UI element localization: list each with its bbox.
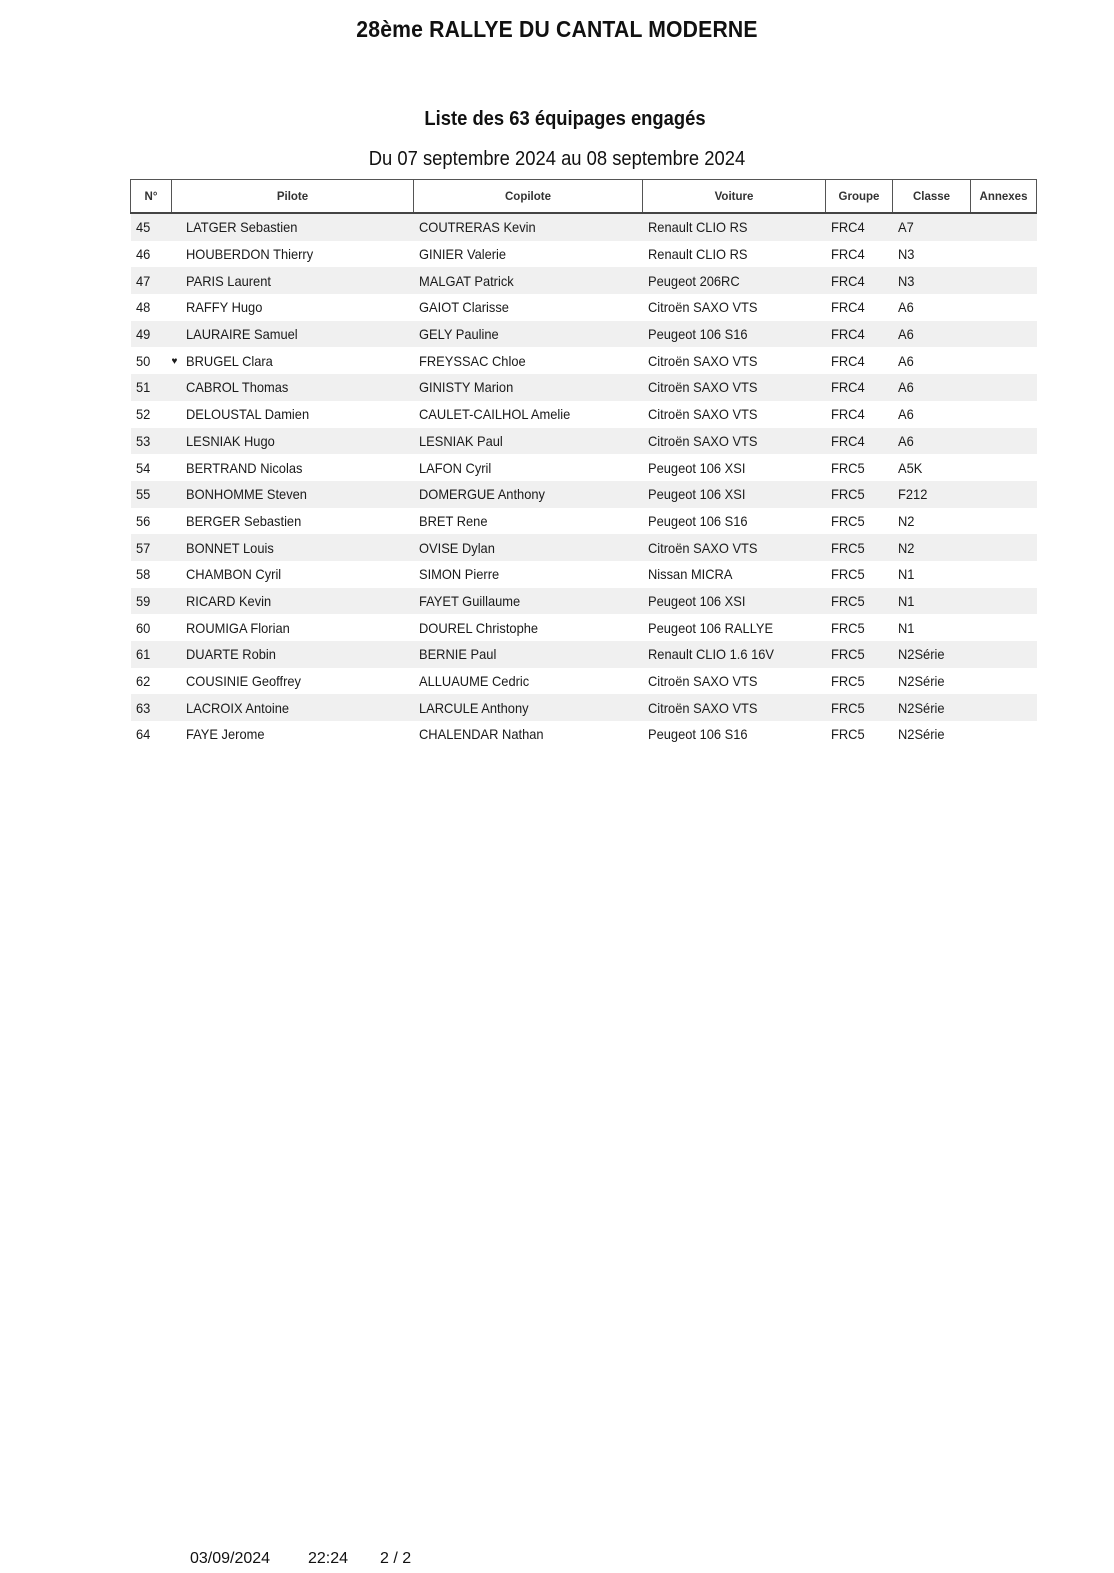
cell-pilote (172, 614, 414, 641)
cell-annexes (971, 267, 1037, 294)
cell-groupe-text: FRC4 (830, 352, 865, 369)
cell-voiture-text: Citroën SAXO VTS (647, 352, 758, 369)
cell-voiture (643, 508, 826, 535)
cell-annexes (971, 241, 1037, 268)
column-header-annexes: Annexes (971, 180, 1037, 214)
cell-classe (893, 428, 971, 455)
cell-copilote (414, 508, 643, 535)
cell-groupe (826, 561, 893, 588)
table-row (131, 267, 1037, 294)
cell-classe-text: A6 (897, 326, 914, 343)
cell-copilote (414, 267, 643, 294)
cell-groupe (826, 721, 893, 748)
cell-pilote-text: LESNIAK Hugo (185, 432, 275, 449)
table-row (131, 694, 1037, 721)
cell-pilote (172, 454, 414, 481)
cell-annexes (971, 401, 1037, 428)
cell-number (131, 614, 172, 641)
cell-classe (893, 454, 971, 481)
cell-classe-text: A6 (897, 379, 914, 396)
cell-voiture (643, 294, 826, 321)
cell-classe-text: A6 (897, 352, 914, 369)
cell-voiture-text: Renault CLIO RS (647, 246, 748, 263)
cell-voiture (643, 454, 826, 481)
cell-annexes (971, 588, 1037, 615)
cell-pilote-text: DELOUSTAL Damien (185, 406, 309, 423)
cell-groupe-text: FRC5 (830, 566, 865, 583)
cell-copilote-text: CHALENDAR Nathan (418, 726, 544, 743)
cell-copilote (414, 561, 643, 588)
cell-copilote-text: GAIOT Clarisse (418, 299, 509, 316)
cell-classe (893, 614, 971, 641)
table-row (131, 588, 1037, 615)
cell-copilote (414, 721, 643, 748)
table-header-row (131, 180, 1037, 214)
cell-voiture-text: Citroën SAXO VTS (647, 406, 758, 423)
column-header-classe: Classe (893, 180, 971, 214)
cell-annexes (971, 721, 1037, 748)
cell-annexes (971, 668, 1037, 695)
cell-groupe (826, 401, 893, 428)
cell-pilote (172, 508, 414, 535)
cell-copilote-text: DOUREL Christophe (418, 619, 538, 636)
cell-classe (893, 213, 971, 241)
cell-number (131, 668, 172, 695)
cell-groupe (826, 267, 893, 294)
document-title: 28ème RALLYE DU CANTAL MODERNE (356, 16, 758, 42)
cell-voiture (643, 668, 826, 695)
cell-groupe-text: FRC5 (830, 673, 865, 690)
cell-classe (893, 481, 971, 508)
table-row (131, 454, 1037, 481)
cell-pilote-text: ROUMIGA Florian (185, 619, 290, 636)
cell-copilote (414, 294, 643, 321)
table-row (131, 534, 1037, 561)
cell-annexes (971, 561, 1037, 588)
cell-voiture (643, 401, 826, 428)
cell-voiture-text: Peugeot 106 S16 (647, 326, 748, 343)
cell-copilote-text: FAYET Guillaume (418, 592, 520, 609)
cell-copilote (414, 641, 643, 668)
table-row (131, 481, 1037, 508)
cell-voiture (643, 374, 826, 401)
cell-groupe-text: FRC4 (830, 299, 865, 316)
cell-voiture (643, 321, 826, 348)
cell-pilote-text: BERTRAND Nicolas (185, 459, 302, 476)
cell-copilote-text: MALGAT Patrick (418, 272, 514, 289)
cell-voiture (643, 481, 826, 508)
table-row (131, 347, 1037, 374)
cell-annexes (971, 641, 1037, 668)
cell-groupe (826, 588, 893, 615)
cell-voiture-text: Peugeot 106 XSI (647, 459, 745, 476)
table-row (131, 374, 1037, 401)
cell-voiture-text: Citroën SAXO VTS (647, 539, 758, 556)
cell-groupe (826, 508, 893, 535)
cell-voiture-text: Nissan MICRA (647, 566, 732, 583)
cell-voiture (643, 614, 826, 641)
cell-annexes (971, 534, 1037, 561)
cell-classe-text: N1 (897, 619, 914, 636)
cell-number (131, 508, 172, 535)
table-row (131, 213, 1037, 241)
cell-pilote (172, 321, 414, 348)
cell-copilote-text: LESNIAK Paul (418, 432, 503, 449)
cell-groupe (826, 374, 893, 401)
table-row (131, 668, 1037, 695)
cell-classe (893, 668, 971, 695)
cell-number-text: 54 (135, 459, 150, 476)
cell-number-text: 53 (135, 432, 150, 449)
cell-copilote (414, 374, 643, 401)
cell-groupe-text: FRC5 (830, 512, 865, 529)
cell-pilote-text: PARIS Laurent (185, 272, 271, 289)
cell-classe-text: A7 (897, 219, 914, 236)
cell-pilote (172, 561, 414, 588)
cell-voiture (643, 213, 826, 241)
cell-voiture (643, 721, 826, 748)
cell-classe-text: N2 (897, 539, 914, 556)
cell-number (131, 481, 172, 508)
cell-copilote-text: GINIER Valerie (418, 246, 506, 263)
cell-classe-text: A6 (897, 432, 914, 449)
cell-pilote (172, 481, 414, 508)
cell-classe (893, 508, 971, 535)
cell-copilote (414, 347, 643, 374)
cell-pilote (172, 267, 414, 294)
cell-annexes (971, 347, 1037, 374)
cell-pilote-text: CHAMBON Cyril (185, 566, 281, 583)
cell-number-text: 52 (135, 406, 150, 423)
table-row (131, 508, 1037, 535)
cell-number-text: 50 (135, 352, 150, 369)
cell-groupe-text: FRC4 (830, 326, 865, 343)
cell-copilote (414, 614, 643, 641)
cell-classe-text: N2 (897, 512, 914, 529)
cell-number-text: 46 (135, 246, 150, 263)
cell-classe-text: N2Série (897, 726, 945, 743)
cell-copilote (414, 454, 643, 481)
cell-groupe (826, 694, 893, 721)
table-row (131, 241, 1037, 268)
cell-pilote (172, 428, 414, 455)
cell-voiture-text: Peugeot 106 S16 (647, 726, 748, 743)
cell-pilote-text: FAYE Jerome (185, 726, 265, 743)
cell-pilote (172, 534, 414, 561)
cell-annexes (971, 481, 1037, 508)
cell-voiture-text: Peugeot 106 S16 (647, 512, 748, 529)
cell-voiture-text: Citroën SAXO VTS (647, 699, 758, 716)
print-date: 03/09/2024 (190, 1550, 271, 1567)
cell-pilote (172, 694, 414, 721)
column-header-groupe: Groupe (826, 180, 893, 214)
cell-copilote-text: ALLUAUME Cedric (418, 673, 529, 690)
cell-pilote (172, 347, 414, 374)
cell-pilote-text: LATGER Sebastien (185, 219, 297, 236)
cell-groupe-text: FRC5 (830, 539, 865, 556)
cell-number-text: 58 (135, 566, 150, 583)
cell-annexes (971, 374, 1037, 401)
cell-number-text: 64 (135, 726, 150, 743)
cell-pilote-text: LACROIX Antoine (185, 699, 289, 716)
cell-groupe (826, 321, 893, 348)
cell-pilote-text: CABROL Thomas (185, 379, 288, 396)
cell-number (131, 721, 172, 748)
table-body (131, 213, 1037, 748)
cell-groupe (826, 241, 893, 268)
cell-number (131, 534, 172, 561)
cell-pilote-text: BONHOMME Steven (185, 486, 307, 503)
cell-annexes (971, 321, 1037, 348)
cell-number (131, 374, 172, 401)
cell-classe (893, 374, 971, 401)
cell-pilote (172, 721, 414, 748)
cell-pilote-text: RAFFY Hugo (185, 299, 262, 316)
cell-voiture (643, 588, 826, 615)
cell-voiture-text: Peugeot 106 XSI (647, 592, 745, 609)
heart-icon: ♥ (171, 355, 178, 367)
cell-copilote (414, 428, 643, 455)
cell-number (131, 401, 172, 428)
cell-voiture (643, 241, 826, 268)
cell-classe (893, 641, 971, 668)
cell-voiture-text: Citroën SAXO VTS (647, 432, 758, 449)
cell-pilote-text: COUSINIE Geoffrey (185, 673, 301, 690)
cell-groupe (826, 668, 893, 695)
cell-groupe (826, 641, 893, 668)
cell-groupe-text: FRC4 (830, 246, 865, 263)
cell-copilote (414, 588, 643, 615)
table-row (131, 401, 1037, 428)
cell-copilote-text: CAULET-CAILHOL Amelie (418, 406, 570, 423)
cell-groupe (826, 428, 893, 455)
cell-number (131, 588, 172, 615)
cell-number-text: 57 (135, 539, 150, 556)
cell-copilote (414, 668, 643, 695)
cell-groupe-text: FRC4 (830, 379, 865, 396)
cell-voiture-text: Citroën SAXO VTS (647, 299, 758, 316)
cell-copilote (414, 241, 643, 268)
cell-classe (893, 267, 971, 294)
cell-classe (893, 694, 971, 721)
cell-voiture (643, 347, 826, 374)
cell-classe-text: N1 (897, 566, 914, 583)
cell-pilote-text: LAURAIRE Samuel (185, 326, 298, 343)
cell-voiture (643, 694, 826, 721)
cell-groupe-text: FRC5 (830, 459, 865, 476)
cell-number (131, 561, 172, 588)
cell-number (131, 428, 172, 455)
cell-classe (893, 241, 971, 268)
cell-pilote (172, 668, 414, 695)
cell-number-text: 59 (135, 592, 150, 609)
cell-pilote-text: BRUGEL Clara (185, 352, 273, 369)
cell-voiture-text: Peugeot 106 RALLYE (647, 619, 773, 636)
cell-groupe-text: FRC4 (830, 432, 865, 449)
cell-annexes (971, 294, 1037, 321)
cell-annexes (971, 614, 1037, 641)
cell-voiture (643, 428, 826, 455)
cell-number (131, 641, 172, 668)
cell-pilote (172, 641, 414, 668)
cell-groupe-text: FRC5 (830, 592, 865, 609)
cell-number (131, 694, 172, 721)
table-row (131, 614, 1037, 641)
cell-copilote (414, 213, 643, 241)
cell-copilote-text: BRET Rene (418, 512, 487, 529)
cell-classe-text: N3 (897, 272, 914, 289)
table-row (131, 294, 1037, 321)
cell-classe-text: N2Série (897, 646, 945, 663)
cell-number-text: 51 (135, 379, 150, 396)
cell-number-text: 49 (135, 326, 150, 343)
cell-copilote (414, 694, 643, 721)
cell-pilote (172, 374, 414, 401)
cell-number (131, 294, 172, 321)
column-header-number: N° (131, 180, 172, 214)
cell-voiture (643, 561, 826, 588)
cell-annexes (971, 454, 1037, 481)
cell-number-text: 63 (135, 699, 150, 716)
entries-table (130, 179, 1037, 748)
cell-voiture-text: Peugeot 106 XSI (647, 486, 745, 503)
cell-voiture-text: Renault CLIO 1.6 16V (647, 646, 774, 663)
cell-classe-text: A6 (897, 299, 914, 316)
cell-pilote-text: BONNET Louis (185, 539, 274, 556)
cell-pilote (172, 213, 414, 241)
cell-groupe-text: FRC5 (830, 486, 865, 503)
cell-copilote-text: FREYSSAC Chloe (418, 352, 526, 369)
cell-number (131, 213, 172, 241)
cell-groupe-text: FRC5 (830, 699, 865, 716)
print-time: 22:24 (308, 1550, 349, 1567)
cell-annexes (971, 508, 1037, 535)
cell-groupe (826, 481, 893, 508)
cell-pilote (172, 401, 414, 428)
cell-copilote (414, 321, 643, 348)
cell-classe-text: N3 (897, 246, 914, 263)
column-header-copilote: Copilote (414, 180, 643, 214)
cell-groupe-text: FRC5 (830, 619, 865, 636)
cell-copilote-text: GINISTY Marion (418, 379, 513, 396)
cell-pilote (172, 588, 414, 615)
cell-classe (893, 721, 971, 748)
cell-classe (893, 321, 971, 348)
cell-groupe-text: FRC5 (830, 726, 865, 743)
cell-groupe (826, 347, 893, 374)
cell-copilote-text: DOMERGUE Anthony (418, 486, 545, 503)
cell-voiture-text: Renault CLIO RS (647, 219, 748, 236)
cell-annexes (971, 694, 1037, 721)
event-dates: Du 07 septembre 2024 au 08 septembre 2024 (368, 148, 746, 170)
cell-classe (893, 294, 971, 321)
cell-classe (893, 347, 971, 374)
cell-groupe (826, 294, 893, 321)
cell-number (131, 347, 172, 374)
cell-copilote-text: OVISE Dylan (418, 539, 495, 556)
cell-voiture-text: Citroën SAXO VTS (647, 379, 758, 396)
cell-number-text: 56 (135, 512, 150, 529)
cell-pilote-text: RICARD Kevin (185, 592, 271, 609)
cell-voiture (643, 534, 826, 561)
cell-pilote-text: HOUBERDON Thierry (185, 246, 313, 263)
cell-groupe (826, 454, 893, 481)
cell-annexes (971, 213, 1037, 241)
table-row (131, 561, 1037, 588)
cell-number-text: 48 (135, 299, 150, 316)
cell-copilote (414, 481, 643, 508)
cell-classe-text: F212 (897, 486, 927, 503)
table-row (131, 721, 1037, 748)
cell-groupe (826, 614, 893, 641)
cell-groupe-text: FRC5 (830, 646, 865, 663)
cell-copilote (414, 534, 643, 561)
cell-classe-text: A6 (897, 406, 914, 423)
cell-number-text: 47 (135, 272, 150, 289)
cell-annexes (971, 428, 1037, 455)
column-header-pilote: Pilote (172, 180, 414, 214)
cell-copilote-text: COUTRERAS Kevin (418, 219, 536, 236)
cell-copilote (414, 401, 643, 428)
cell-groupe (826, 534, 893, 561)
table-row (131, 428, 1037, 455)
cell-voiture-text: Citroën SAXO VTS (647, 673, 758, 690)
cell-voiture (643, 641, 826, 668)
cell-pilote (172, 294, 414, 321)
cell-voiture-text: Peugeot 206RC (647, 272, 740, 289)
cell-copilote-text: GELY Pauline (418, 326, 499, 343)
cell-number (131, 321, 172, 348)
cell-number-text: 62 (135, 673, 150, 690)
cell-groupe-text: FRC4 (830, 219, 865, 236)
cell-number (131, 454, 172, 481)
cell-groupe-text: FRC4 (830, 272, 865, 289)
cell-classe (893, 401, 971, 428)
document-subtitle: Liste des 63 équipages engagés (424, 108, 706, 130)
table-row (131, 641, 1037, 668)
cell-classe (893, 561, 971, 588)
cell-groupe (826, 213, 893, 241)
cell-classe (893, 588, 971, 615)
cell-copilote-text: LARCULE Anthony (418, 699, 529, 716)
cell-voiture (643, 267, 826, 294)
cell-classe-text: N2Série (897, 673, 945, 690)
cell-number (131, 267, 172, 294)
page-number: 2 / 2 (380, 1550, 412, 1567)
cell-pilote-text: DUARTE Robin (185, 646, 276, 663)
cell-classe-text: A5K (897, 459, 922, 476)
column-header-voiture: Voiture (643, 180, 826, 214)
cell-number-text: 45 (135, 219, 150, 236)
cell-groupe-text: FRC4 (830, 406, 865, 423)
cell-number (131, 241, 172, 268)
cell-classe-text: N2Série (897, 699, 945, 716)
cell-pilote-text: BERGER Sebastien (185, 512, 301, 529)
cell-copilote-text: LAFON Cyril (418, 459, 491, 476)
cell-number-text: 61 (135, 646, 150, 663)
cell-copilote-text: SIMON Pierre (418, 566, 499, 583)
cell-pilote (172, 241, 414, 268)
cell-classe (893, 534, 971, 561)
cell-number-text: 55 (135, 486, 150, 503)
cell-number-text: 60 (135, 619, 150, 636)
cell-classe-text: N1 (897, 592, 914, 609)
table-row (131, 321, 1037, 348)
cell-copilote-text: BERNIE Paul (418, 646, 496, 663)
